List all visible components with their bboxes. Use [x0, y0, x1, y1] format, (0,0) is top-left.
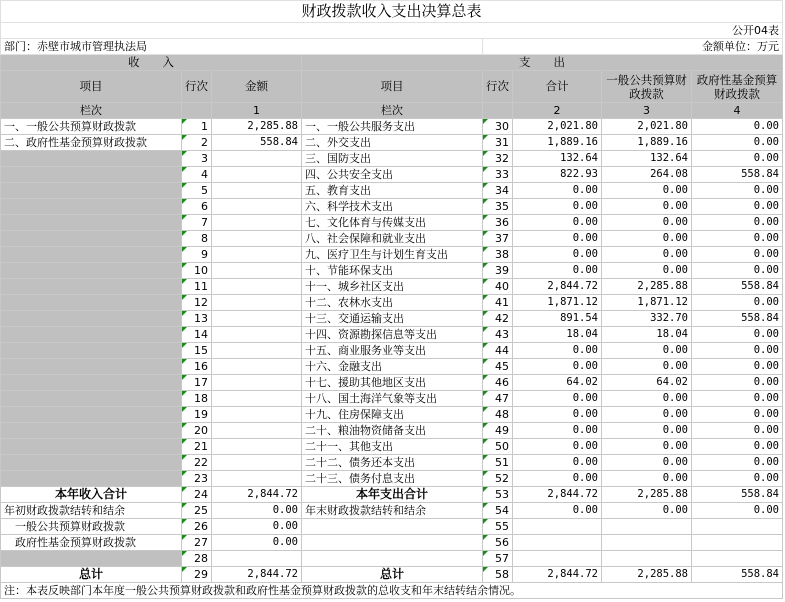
expense-general: 2,021.80: [602, 119, 692, 135]
expense-general: [602, 535, 692, 551]
expense-total: 18.04: [513, 327, 602, 343]
expense-fund: 0.00: [692, 471, 783, 487]
expense-item: 四、公共安全支出: [302, 167, 483, 183]
expense-row-no: 39: [483, 263, 513, 279]
expense-item: 十九、住房保障支出: [302, 407, 483, 423]
expense-total: 2,844.72: [513, 487, 602, 503]
expense-item: 十五、商业服务业等支出: [302, 343, 483, 359]
income-row-no: 10: [182, 263, 212, 279]
expense-total: 132.64: [513, 151, 602, 167]
table-row: [1, 135, 783, 151]
expense-general: 0.00: [602, 407, 692, 423]
expense-fund: 0.00: [692, 375, 783, 391]
expense-row-no: 46: [483, 375, 513, 391]
income-item: [1, 295, 182, 311]
expense-fund: 0.00: [692, 231, 783, 247]
income-item: [1, 231, 182, 247]
expense-lanci: 栏次: [302, 103, 483, 119]
expense-item: 十一、城乡社区支出: [302, 279, 483, 295]
income-amount: 0.00: [212, 535, 302, 551]
table-row: [1, 167, 783, 183]
table-row: [1, 503, 783, 519]
expense-total: 0.00: [513, 231, 602, 247]
income-amount: [212, 215, 302, 231]
expense-total: 891.54: [513, 311, 602, 327]
col-index-3: 3: [602, 103, 692, 119]
col-index-1: 1: [212, 103, 302, 119]
expense-general: 0.00: [602, 231, 692, 247]
income-amount: [212, 279, 302, 295]
expense-general: 0.00: [602, 199, 692, 215]
expense-general: 0.00: [602, 423, 692, 439]
expense-general: 0.00: [602, 439, 692, 455]
expense-fund: 558.84: [692, 567, 783, 583]
expense-total: 0.00: [513, 247, 602, 263]
income-row-no: 9: [182, 247, 212, 263]
income-item: [1, 375, 182, 391]
expense-item-header: 项目: [302, 71, 483, 103]
income-amount: [212, 439, 302, 455]
income-amount: [212, 247, 302, 263]
income-amount: [212, 359, 302, 375]
income-item: 本年收入合计: [1, 487, 182, 503]
expense-general: 18.04: [602, 327, 692, 343]
expense-row-no: 48: [483, 407, 513, 423]
col-index-2: 2: [513, 103, 602, 119]
income-rowno-header: 行次: [182, 71, 212, 103]
income-amount: [212, 199, 302, 215]
income-amount: 0.00: [212, 519, 302, 535]
income-row-no: 3: [182, 151, 212, 167]
expense-general: 64.02: [602, 375, 692, 391]
expense-fund: [692, 551, 783, 567]
expense-total: 64.02: [513, 375, 602, 391]
expense-total: 2,021.80: [513, 119, 602, 135]
expense-fund: [692, 519, 783, 535]
expense-row-no: 49: [483, 423, 513, 439]
table-row: [1, 391, 783, 407]
income-amount-header: 金额: [212, 71, 302, 103]
table-row: [1, 295, 783, 311]
income-item: [1, 343, 182, 359]
table-row: [1, 151, 783, 167]
expense-general: [602, 519, 692, 535]
income-row-no: 5: [182, 183, 212, 199]
expense-item: 二十三、债务付息支出: [302, 471, 483, 487]
table-row: [1, 455, 783, 471]
expense-fund: 0.00: [692, 359, 783, 375]
income-amount: [212, 263, 302, 279]
expense-total: 0.00: [513, 471, 602, 487]
col-index-4: 4: [692, 103, 783, 119]
expense-general: 0.00: [602, 263, 692, 279]
expense-total: [513, 535, 602, 551]
table-row: [1, 311, 783, 327]
fund-budget-header: 政府性基金预算财政拨款: [692, 71, 783, 103]
expense-fund: 0.00: [692, 343, 783, 359]
expense-total: 1,871.12: [513, 295, 602, 311]
income-row-no: 12: [182, 295, 212, 311]
income-row-no: 20: [182, 423, 212, 439]
expense-total: 0.00: [513, 455, 602, 471]
expense-fund: 558.84: [692, 311, 783, 327]
income-row-no: 2: [182, 135, 212, 151]
income-item: [1, 327, 182, 343]
expense-fund: 0.00: [692, 295, 783, 311]
expense-item: [302, 535, 483, 551]
table-row: [1, 375, 783, 391]
table-row: [1, 423, 783, 439]
expense-row-no: 30: [483, 119, 513, 135]
income-amount: [212, 375, 302, 391]
income-amount: [212, 423, 302, 439]
expense-item: 九、医疗卫生与计划生育支出: [302, 247, 483, 263]
expense-lanci-blank: [483, 103, 513, 119]
income-row-no: 18: [182, 391, 212, 407]
income-lanci-blank: [182, 103, 212, 119]
general-budget-header: 一般公共预算财政拨款: [602, 71, 692, 103]
income-item: [1, 423, 182, 439]
expense-item: 十八、国土海洋气象等支出: [302, 391, 483, 407]
expense-total: 2,844.72: [513, 567, 602, 583]
footnote: 注：本表反映部门本年度一般公共预算财政拨款和政府性基金预算财政拨款的总收支和年末结转结余情况。: [1, 583, 783, 599]
income-amount: [212, 391, 302, 407]
table-row: [1, 279, 783, 295]
income-amount: 0.00: [212, 503, 302, 519]
expense-general: 264.08: [602, 167, 692, 183]
expense-general: 0.00: [602, 215, 692, 231]
table-row: [1, 551, 783, 567]
table-row: [1, 487, 783, 503]
income-item: [1, 151, 182, 167]
expense-general: 0.00: [602, 247, 692, 263]
expense-item: 二十、粮油物资储备支出: [302, 423, 483, 439]
income-row-no: 4: [182, 167, 212, 183]
expense-row-no: 36: [483, 215, 513, 231]
income-amount: [212, 327, 302, 343]
expense-general: 0.00: [602, 455, 692, 471]
department-label: 部门：赤壁市城市管理执法局: [1, 39, 483, 55]
income-item: [1, 439, 182, 455]
expense-header: 支 出: [302, 55, 783, 71]
income-row-no: 27: [182, 535, 212, 551]
income-item-header: 项目: [1, 71, 182, 103]
income-row-no: 22: [182, 455, 212, 471]
income-row-no: 17: [182, 375, 212, 391]
expense-row-no: 52: [483, 471, 513, 487]
expense-row-no: 31: [483, 135, 513, 151]
income-item: [1, 279, 182, 295]
table-row: [1, 343, 783, 359]
expense-fund: 0.00: [692, 391, 783, 407]
expense-total: 0.00: [513, 215, 602, 231]
expense-total: 0.00: [513, 407, 602, 423]
income-row-no: 25: [182, 503, 212, 519]
expense-row-no: 37: [483, 231, 513, 247]
expense-row-no: 56: [483, 535, 513, 551]
expense-fund: 0.00: [692, 199, 783, 215]
expense-item: 本年支出合计: [302, 487, 483, 503]
income-row-no: 21: [182, 439, 212, 455]
income-row-no: 7: [182, 215, 212, 231]
income-item: 一、一般公共预算财政拨款: [1, 119, 182, 135]
income-amount: 2,844.72: [212, 487, 302, 503]
expense-item: 总计: [302, 567, 483, 583]
expense-total: 0.00: [513, 439, 602, 455]
table-row: [1, 231, 783, 247]
expense-item: 十七、援助其他地区支出: [302, 375, 483, 391]
expense-row-no: 50: [483, 439, 513, 455]
expense-total: 1,889.16: [513, 135, 602, 151]
expense-fund: 558.84: [692, 167, 783, 183]
income-amount: [212, 311, 302, 327]
income-row-no: 26: [182, 519, 212, 535]
expense-row-no: 41: [483, 295, 513, 311]
income-item: 一般公共预算财政拨款: [1, 519, 182, 535]
expense-general: 0.00: [602, 391, 692, 407]
expense-fund: 0.00: [692, 151, 783, 167]
expense-item: 八、社会保障和就业支出: [302, 231, 483, 247]
table-row: [1, 567, 783, 583]
expense-fund: 0.00: [692, 407, 783, 423]
expense-total: 0.00: [513, 359, 602, 375]
expense-general: 0.00: [602, 343, 692, 359]
income-row-no: 28: [182, 551, 212, 567]
income-amount: 2,844.72: [212, 567, 302, 583]
income-lanci: 栏次: [1, 103, 182, 119]
expense-total: 0.00: [513, 183, 602, 199]
income-row-no: 15: [182, 343, 212, 359]
expense-general: 0.00: [602, 503, 692, 519]
expense-item: [302, 551, 483, 567]
expense-fund: 0.00: [692, 423, 783, 439]
expense-row-no: 45: [483, 359, 513, 375]
expense-total: 0.00: [513, 391, 602, 407]
income-item: 年初财政拨款结转和结余: [1, 503, 182, 519]
income-row-no: 16: [182, 359, 212, 375]
income-item: [1, 455, 182, 471]
income-item: [1, 183, 182, 199]
income-amount: [212, 471, 302, 487]
income-amount: 558.84: [212, 135, 302, 151]
income-item: [1, 391, 182, 407]
table-row: [1, 119, 783, 135]
income-item: [1, 247, 182, 263]
expense-fund: 0.00: [692, 327, 783, 343]
income-row-no: 13: [182, 311, 212, 327]
expense-general: 0.00: [602, 183, 692, 199]
expense-item: 二十二、债务还本支出: [302, 455, 483, 471]
income-item: [1, 551, 182, 567]
expense-row-no: 53: [483, 487, 513, 503]
expense-general: 132.64: [602, 151, 692, 167]
table-row: [1, 407, 783, 423]
expense-item: 三、国防支出: [302, 151, 483, 167]
expense-row-no: 55: [483, 519, 513, 535]
income-row-no: 29: [182, 567, 212, 583]
expense-general: 2,285.88: [602, 279, 692, 295]
expense-item: 二十一、其他支出: [302, 439, 483, 455]
expense-general: 0.00: [602, 359, 692, 375]
expense-fund: 0.00: [692, 263, 783, 279]
expense-item: 二、外交支出: [302, 135, 483, 151]
expense-fund: 0.00: [692, 503, 783, 519]
income-item: [1, 263, 182, 279]
expense-total: 2,844.72: [513, 279, 602, 295]
expense-general: 332.70: [602, 311, 692, 327]
income-amount: [212, 167, 302, 183]
table-row: [1, 199, 783, 215]
expense-total-header: 合计: [513, 71, 602, 103]
expense-item: 十三、交通运输支出: [302, 311, 483, 327]
expense-total: 0.00: [513, 343, 602, 359]
expense-row-no: 47: [483, 391, 513, 407]
income-row-no: 1: [182, 119, 212, 135]
expense-row-no: 43: [483, 327, 513, 343]
expense-row-no: 58: [483, 567, 513, 583]
expense-item: 十四、资源勘探信息等支出: [302, 327, 483, 343]
table-row: [1, 263, 783, 279]
income-row-no: 19: [182, 407, 212, 423]
income-amount: [212, 407, 302, 423]
expense-fund: [692, 535, 783, 551]
income-item: 政府性基金预算财政拨款: [1, 535, 182, 551]
table-row: [1, 247, 783, 263]
expense-fund: 0.00: [692, 119, 783, 135]
table-row: [1, 471, 783, 487]
expense-total: 0.00: [513, 503, 602, 519]
expense-general: 2,285.88: [602, 487, 692, 503]
expense-row-no: 51: [483, 455, 513, 471]
report-title: 财政拨款收入支出决算总表: [1, 1, 783, 23]
table-row: [1, 183, 783, 199]
expense-item: 一、一般公共服务支出: [302, 119, 483, 135]
income-row-no: 11: [182, 279, 212, 295]
expense-total: 822.93: [513, 167, 602, 183]
table-row: [1, 359, 783, 375]
expense-total: [513, 519, 602, 535]
expense-fund: 0.00: [692, 439, 783, 455]
expense-fund: 0.00: [692, 247, 783, 263]
income-item: [1, 167, 182, 183]
expense-item: 年末财政拨款结转和结余: [302, 503, 483, 519]
expense-row-no: 34: [483, 183, 513, 199]
income-item: 二、政府性基金预算财政拨款: [1, 135, 182, 151]
expense-total: 0.00: [513, 423, 602, 439]
income-item: [1, 311, 182, 327]
income-item: 总计: [1, 567, 182, 583]
income-item: [1, 199, 182, 215]
expense-general: 2,285.88: [602, 567, 692, 583]
expense-total: 0.00: [513, 263, 602, 279]
expense-general: 0.00: [602, 471, 692, 487]
income-row-no: 8: [182, 231, 212, 247]
income-row-no: 23: [182, 471, 212, 487]
expense-general: 1,871.12: [602, 295, 692, 311]
income-amount: [212, 183, 302, 199]
income-amount: [212, 151, 302, 167]
expense-total: 0.00: [513, 199, 602, 215]
expense-fund: 0.00: [692, 135, 783, 151]
expense-fund: 0.00: [692, 183, 783, 199]
expense-item: 十、节能环保支出: [302, 263, 483, 279]
expense-fund: 558.84: [692, 279, 783, 295]
income-amount: [212, 231, 302, 247]
income-amount: [212, 551, 302, 567]
income-item: [1, 215, 182, 231]
expense-item: 七、文化体育与传媒支出: [302, 215, 483, 231]
income-amount: [212, 295, 302, 311]
expense-general: [602, 551, 692, 567]
form-code: 公开04表: [1, 23, 783, 39]
expense-general: 1,889.16: [602, 135, 692, 151]
table-row: [1, 327, 783, 343]
expense-row-no: 54: [483, 503, 513, 519]
income-item: [1, 359, 182, 375]
expense-row-no: 40: [483, 279, 513, 295]
income-amount: [212, 455, 302, 471]
expense-item: 六、科学技术支出: [302, 199, 483, 215]
expense-fund: 0.00: [692, 215, 783, 231]
unit-label: 金额单位：万元: [483, 39, 783, 55]
expense-row-no: 33: [483, 167, 513, 183]
expense-item: 五、教育支出: [302, 183, 483, 199]
income-row-no: 14: [182, 327, 212, 343]
expense-row-no: 32: [483, 151, 513, 167]
table-row: [1, 439, 783, 455]
income-header: 收 入: [1, 55, 302, 71]
expense-rowno-header: 行次: [483, 71, 513, 103]
income-item: [1, 471, 182, 487]
expense-item: [302, 519, 483, 535]
expense-row-no: 44: [483, 343, 513, 359]
expense-row-no: 38: [483, 247, 513, 263]
income-amount: 2,285.88: [212, 119, 302, 135]
income-item: [1, 407, 182, 423]
income-row-no: 24: [182, 487, 212, 503]
income-row-no: 6: [182, 199, 212, 215]
table-row: [1, 519, 783, 535]
expense-row-no: 35: [483, 199, 513, 215]
table-row: [1, 535, 783, 551]
expense-fund: 0.00: [692, 455, 783, 471]
expense-row-no: 42: [483, 311, 513, 327]
expense-row-no: 57: [483, 551, 513, 567]
expense-fund: 558.84: [692, 487, 783, 503]
expense-item: 十六、金融支出: [302, 359, 483, 375]
expense-item: 十二、农林水支出: [302, 295, 483, 311]
expense-total: [513, 551, 602, 567]
income-amount: [212, 343, 302, 359]
table-row: [1, 215, 783, 231]
